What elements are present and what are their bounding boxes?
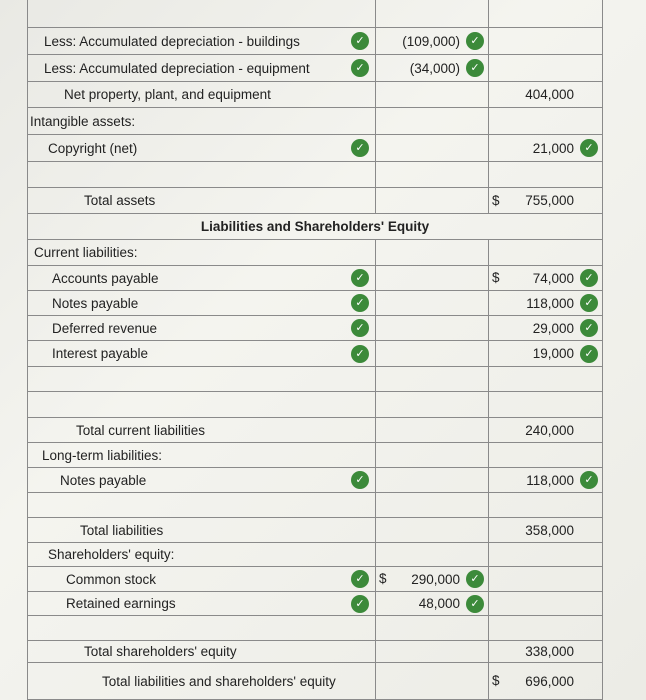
label-cell[interactable] (27, 493, 376, 517)
amount-input-total[interactable] (489, 468, 603, 492)
row-label: Total shareholders' equity (84, 644, 237, 659)
table-row (27, 493, 603, 518)
amount-input-mid[interactable] (376, 82, 489, 107)
label-cell[interactable] (27, 592, 376, 615)
check-circle-icon: ✓ (351, 471, 369, 489)
dollar-sign: $ (492, 270, 500, 285)
total-value: 74,000 (532, 270, 574, 286)
amount-input-total[interactable] (489, 443, 603, 467)
table-row (27, 266, 603, 291)
table-row (27, 641, 603, 663)
label-cell[interactable] (27, 28, 376, 54)
amount-input-total[interactable] (489, 518, 603, 542)
section-header: Liabilities and Shareholders' Equity (27, 214, 603, 239)
total-value: 338,000 (525, 644, 574, 659)
label-cell[interactable] (27, 240, 376, 265)
check-circle-icon: ✓ (580, 319, 598, 337)
amount-input-mid[interactable] (376, 0, 489, 27)
amount-input-total[interactable] (489, 108, 603, 134)
amount-input-total[interactable] (489, 641, 603, 662)
row-label: Net property, plant, and equipment (64, 87, 271, 102)
amount-input-mid[interactable] (376, 543, 489, 566)
amount-input-total[interactable] (489, 418, 603, 442)
check-circle-icon: ✓ (351, 139, 369, 157)
table-row (27, 392, 603, 418)
amount-input-total[interactable] (489, 266, 603, 290)
dollar-sign: $ (379, 571, 387, 586)
amount-input-total[interactable] (489, 567, 603, 591)
table-row (27, 567, 603, 592)
label-cell[interactable] (27, 663, 376, 699)
amount-input-mid[interactable] (376, 392, 489, 417)
label-cell[interactable] (27, 418, 376, 442)
row-label: Interest payable (52, 346, 149, 361)
total-value: 118,000 (526, 295, 574, 311)
amount-input-total[interactable] (489, 663, 603, 699)
table-row (27, 135, 603, 162)
row-label: Less: Accumulated depreciation - equipment (44, 60, 310, 76)
amount-input-total[interactable] (489, 493, 603, 517)
table-row (27, 468, 603, 493)
total-value: 404,000 (525, 87, 574, 102)
amount-input-total[interactable] (489, 367, 603, 391)
mid-value: 48,000 (418, 596, 460, 611)
label-cell[interactable] (27, 543, 376, 566)
table-row (27, 108, 603, 135)
label-cell[interactable] (27, 188, 376, 213)
label-cell[interactable] (27, 616, 376, 640)
amount-input-mid[interactable] (376, 108, 489, 134)
table-row (27, 518, 603, 543)
table-row (27, 291, 603, 316)
label-cell[interactable] (27, 266, 376, 290)
label-cell[interactable] (27, 468, 376, 492)
label-cell[interactable] (27, 162, 376, 187)
mid-value: (34,000) (409, 60, 460, 76)
table-row (27, 162, 603, 188)
amount-input-mid[interactable] (376, 28, 489, 54)
total-value: 19,000 (532, 346, 574, 361)
dollar-sign: $ (492, 673, 500, 688)
label-cell[interactable] (27, 291, 376, 315)
table-row (27, 188, 603, 214)
label-cell[interactable] (27, 567, 376, 591)
label-cell[interactable] (27, 641, 376, 662)
amount-input-mid[interactable] (376, 291, 489, 315)
check-circle-icon: ✓ (466, 59, 484, 77)
total-value: 29,000 (532, 320, 574, 336)
row-label: Total assets (84, 193, 156, 208)
row-label: Shareholders' equity: (48, 547, 175, 562)
amount-input-mid[interactable] (376, 240, 489, 265)
label-cell[interactable] (27, 518, 376, 542)
amount-input-total[interactable] (489, 55, 603, 81)
label-cell[interactable] (27, 367, 376, 391)
table-row (27, 367, 603, 392)
row-label: Notes payable (60, 472, 147, 488)
amount-input-mid[interactable] (376, 55, 489, 81)
check-circle-icon: ✓ (466, 570, 484, 588)
total-value: 240,000 (525, 422, 574, 438)
check-circle-icon: ✓ (351, 59, 369, 77)
table-row (27, 240, 603, 266)
check-circle-icon: ✓ (351, 595, 369, 613)
row-label: Total current liabilities (76, 422, 206, 438)
table-row (27, 28, 603, 55)
dollar-sign: $ (492, 192, 500, 208)
row-label: Retained earnings (66, 596, 176, 611)
amount-input-total[interactable] (489, 0, 603, 27)
check-circle-icon: ✓ (580, 294, 598, 312)
check-circle-icon: ✓ (580, 269, 598, 287)
label-cell[interactable] (27, 0, 376, 27)
table-row (27, 0, 603, 28)
check-circle-icon: ✓ (351, 570, 369, 588)
total-value: 755,000 (525, 193, 574, 208)
amount-input-total[interactable] (489, 543, 603, 566)
amount-input-mid[interactable] (376, 266, 489, 290)
amount-input-mid[interactable] (376, 567, 489, 591)
amount-input-mid[interactable] (376, 367, 489, 391)
label-cell[interactable] (27, 443, 376, 467)
row-label: Current liabilities: (34, 245, 138, 260)
amount-input-total[interactable] (489, 240, 603, 265)
label-cell[interactable] (27, 82, 376, 107)
table-row (27, 341, 603, 367)
amount-input-mid[interactable] (376, 162, 489, 187)
row-label: Intangible assets: (30, 113, 136, 129)
label-cell[interactable] (27, 135, 376, 161)
amount-input-mid[interactable] (376, 663, 489, 699)
row-label: Long-term liabilities: (42, 447, 163, 463)
table-row (27, 55, 603, 82)
amount-input-total[interactable] (489, 82, 603, 107)
table-row (27, 82, 603, 108)
amount-input-mid[interactable] (376, 316, 489, 340)
amount-input-mid[interactable] (376, 518, 489, 542)
amount-input-mid[interactable] (376, 592, 489, 615)
label-cell[interactable] (27, 392, 376, 417)
amount-input-total[interactable] (489, 341, 603, 366)
table-row (27, 616, 603, 641)
check-circle-icon: ✓ (351, 294, 369, 312)
amount-input-total[interactable] (489, 135, 603, 161)
section-header-row (27, 214, 603, 240)
check-circle-icon: ✓ (580, 139, 598, 157)
table-row (27, 543, 603, 567)
label-cell[interactable] (27, 55, 376, 81)
label-cell[interactable] (27, 108, 376, 134)
amount-input-total[interactable] (489, 291, 603, 315)
row-label: Copyright (net) (48, 140, 138, 156)
check-circle-icon: ✓ (351, 32, 369, 50)
amount-input-mid[interactable] (376, 443, 489, 467)
check-circle-icon: ✓ (466, 32, 484, 50)
table-row (27, 443, 603, 468)
mid-value: 290,000 (411, 571, 460, 587)
row-label: Notes payable (52, 295, 139, 311)
amount-input-total[interactable] (489, 616, 603, 640)
check-circle-icon: ✓ (580, 471, 598, 489)
amount-input-mid[interactable] (376, 188, 489, 213)
amount-input-total[interactable] (489, 392, 603, 417)
check-circle-icon: ✓ (580, 345, 598, 363)
row-label: Common stock (66, 571, 157, 587)
amount-input-total[interactable] (489, 28, 603, 54)
total-value: 21,000 (532, 140, 574, 156)
amount-input-total[interactable] (489, 592, 603, 615)
check-circle-icon: ✓ (351, 319, 369, 337)
amount-input-total[interactable] (489, 162, 603, 187)
total-value: 118,000 (526, 472, 574, 488)
amount-input-mid[interactable] (376, 418, 489, 442)
amount-input-mid[interactable] (376, 468, 489, 492)
amount-input-mid[interactable] (376, 493, 489, 517)
mid-value: (109,000) (402, 33, 460, 49)
amount-input-total[interactable] (489, 316, 603, 340)
amount-input-mid[interactable] (376, 641, 489, 662)
row-label: Accounts payable (52, 270, 159, 286)
check-circle-icon: ✓ (351, 345, 369, 363)
check-circle-icon: ✓ (351, 269, 369, 287)
row-label: Less: Accumulated depreciation - buildings (44, 33, 300, 49)
row-label: Total liabilities and shareholders' equity (102, 673, 336, 689)
amount-input-mid[interactable] (376, 341, 489, 366)
total-value: 696,000 (525, 673, 574, 689)
amount-input-total[interactable] (489, 188, 603, 213)
check-circle-icon: ✓ (466, 595, 484, 613)
label-cell[interactable] (27, 341, 376, 366)
amount-input-mid[interactable] (376, 616, 489, 640)
label-cell[interactable] (27, 316, 376, 340)
table-row (27, 316, 603, 341)
total-value: 358,000 (525, 522, 574, 538)
table-row (27, 592, 603, 616)
row-label: Deferred revenue (52, 320, 158, 336)
amount-input-mid[interactable] (376, 135, 489, 161)
table-row (27, 663, 603, 700)
table-row (27, 418, 603, 443)
row-label: Total liabilities (80, 522, 164, 538)
